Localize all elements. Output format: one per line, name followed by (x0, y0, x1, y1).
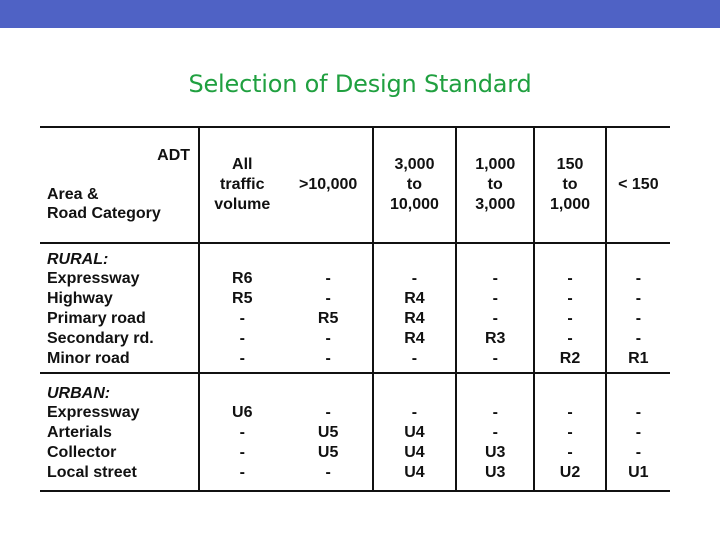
column-header-line: 150 (556, 156, 584, 174)
standard-value: - (635, 290, 642, 308)
standard-value: - (411, 270, 418, 288)
standard-value: - (492, 270, 498, 288)
standard-value: - (411, 404, 418, 422)
standard-value: - (492, 404, 498, 422)
standard-value: U4 (404, 424, 425, 442)
standard-value: - (239, 310, 245, 327)
column-header-line: to (406, 176, 423, 194)
column-header-line: 10,000 (390, 195, 439, 213)
standard-value: U6 (232, 404, 253, 422)
urban-over-10000-cell (284, 373, 372, 491)
standard-value: U5 (317, 424, 339, 442)
standard-value: U5 (317, 443, 339, 461)
road-category: Highway (47, 290, 113, 308)
road-category: Expressway (47, 270, 140, 288)
standard-value: - (325, 270, 331, 288)
urban-all-traffic-cell (199, 373, 284, 491)
standard-value: - (492, 310, 498, 327)
table-header-row (40, 127, 670, 243)
column-header-line: >10,000 (298, 176, 358, 194)
urban-group-row (40, 373, 670, 491)
column-header-line: All (232, 156, 253, 174)
standard-value: - (492, 290, 498, 308)
standard-value: - (635, 270, 642, 288)
column-header-150-1000 (534, 127, 605, 243)
rural-150-1000-cell (534, 243, 605, 373)
standard-value: R2 (559, 349, 581, 367)
slide-title: Selection of Design Standard (188, 70, 532, 98)
standard-value: R4 (404, 310, 425, 327)
standard-value: - (325, 290, 331, 308)
standard-value: - (492, 424, 498, 442)
column-header-line: traffic (220, 176, 265, 194)
standard-value: - (325, 463, 331, 481)
rural-categories-cell (40, 243, 199, 373)
rural-1000-3000-cell (456, 243, 534, 373)
column-header-line: 1,000 (475, 156, 516, 174)
design-standard-table (40, 126, 670, 492)
area-header-label: Area & (47, 185, 99, 203)
standard-value: - (635, 443, 642, 461)
column-header-line: 3,000 (475, 195, 516, 213)
road-category: Collector (47, 443, 117, 461)
standard-value: - (567, 443, 573, 461)
standard-value: - (567, 270, 573, 288)
column-header-1000-3000 (456, 127, 534, 243)
standard-value: - (635, 310, 642, 327)
road-category: Local street (47, 463, 137, 481)
standard-value: R3 (485, 329, 506, 347)
standard-value: U4 (404, 463, 425, 481)
group-name: URBAN: (47, 384, 111, 402)
urban-150-1000-cell (534, 373, 605, 491)
standard-value: R4 (404, 329, 425, 347)
standard-value: - (567, 404, 573, 422)
column-header-all-traffic (199, 127, 284, 243)
standard-value: - (567, 310, 573, 327)
road-category: Arterials (47, 424, 112, 442)
rural-group-row (40, 243, 670, 373)
standard-value: U4 (404, 443, 425, 461)
standard-value: - (635, 424, 642, 442)
urban-categories-cell (40, 373, 199, 491)
corner-header-cell (40, 127, 199, 243)
standard-value: - (325, 329, 331, 347)
standard-value: - (325, 404, 331, 422)
column-header-line: to (487, 176, 503, 194)
rural-all-traffic-cell (199, 243, 284, 373)
standard-value: - (239, 424, 245, 442)
standard-value: - (492, 349, 498, 367)
standard-value: - (567, 329, 573, 347)
top-accent-bar (0, 0, 720, 28)
column-header-3000-10000 (373, 127, 456, 243)
column-header-line: 3,000 (394, 156, 435, 174)
standard-value: - (239, 349, 245, 367)
standard-value: - (567, 424, 573, 442)
standard-value: - (411, 349, 418, 367)
standard-value: R5 (232, 290, 253, 308)
standard-value: R1 (628, 349, 649, 367)
standard-value: R5 (317, 310, 339, 327)
standard-value: U1 (628, 463, 649, 481)
standard-value: U3 (485, 443, 506, 461)
road-category: Secondary rd. (47, 329, 154, 347)
standard-value: R4 (404, 290, 425, 308)
group-name: RURAL: (47, 250, 109, 268)
road-category: Expressway (47, 404, 140, 422)
road-category: Minor road (47, 349, 130, 367)
standard-value: - (635, 329, 642, 347)
urban-3000-10000-cell (373, 373, 456, 491)
road-category: Primary road (47, 310, 146, 327)
rural-under-150-cell (606, 243, 670, 373)
rural-3000-10000-cell (373, 243, 456, 373)
urban-under-150-cell (606, 373, 670, 491)
standard-value: - (635, 404, 642, 422)
road-category-header-label: Road Category (47, 205, 161, 223)
adt-header-label: ADT (157, 146, 191, 164)
column-header-line: to (562, 176, 578, 194)
standard-value: - (239, 463, 245, 481)
column-header-line: 1,000 (550, 195, 591, 213)
standard-value: - (567, 290, 573, 308)
design-standard-table-container (40, 126, 670, 492)
urban-1000-3000-cell (456, 373, 534, 491)
column-header-over-10000 (284, 127, 372, 243)
standard-value: - (239, 443, 245, 461)
column-header-line: volume (214, 195, 271, 213)
column-header-under-150 (606, 127, 670, 243)
standard-value: - (325, 349, 331, 367)
standard-value: U2 (559, 463, 581, 481)
standard-value: R6 (232, 270, 253, 288)
standard-value: - (239, 329, 245, 347)
rural-over-10000-cell (284, 243, 372, 373)
standard-value: U3 (485, 463, 506, 481)
column-header-line: < 150 (618, 176, 659, 194)
